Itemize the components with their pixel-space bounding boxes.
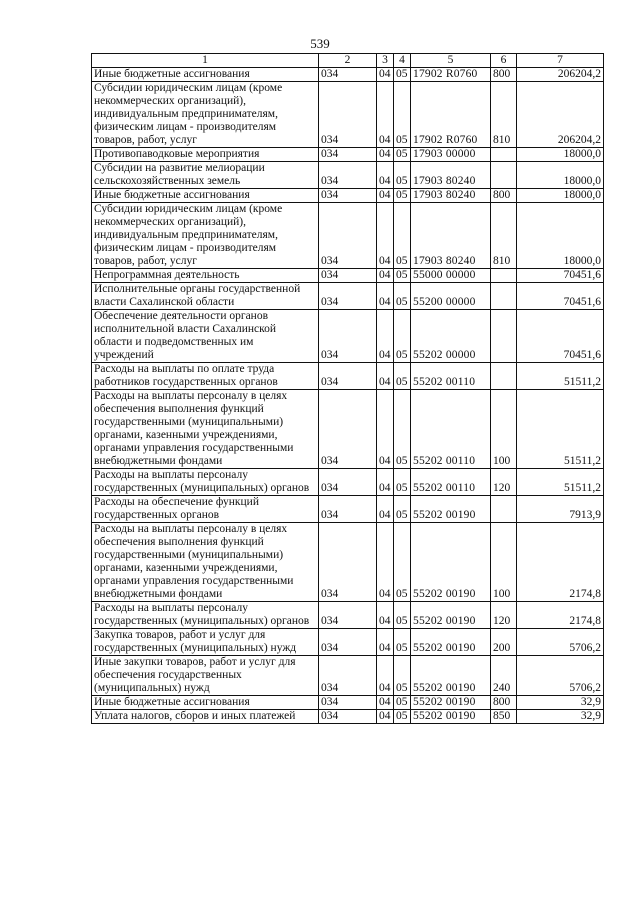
row-expense-type: 850: [491, 710, 517, 724]
table-row: [92, 203, 604, 269]
row-subsection-code: 05: [394, 656, 411, 696]
row-target-article: 17903 80240: [411, 189, 491, 203]
row-amount: 206204,2: [517, 68, 604, 82]
row-admin-code: 034: [319, 710, 377, 724]
row-amount: 18000,0: [517, 189, 604, 203]
row-expense-type: [491, 269, 517, 283]
row-subsection-code: 05: [394, 602, 411, 629]
header-row: [92, 54, 604, 68]
row-admin-code: 034: [319, 602, 377, 629]
row-target-article: 55202 00190: [411, 696, 491, 710]
row-expense-type: 240: [491, 656, 517, 696]
row-admin-code: 034: [319, 310, 377, 363]
table-row: [92, 696, 604, 710]
row-target-article: 55202 00190: [411, 523, 491, 602]
row-subsection-code: 05: [394, 629, 411, 656]
table-body: [92, 68, 604, 724]
row-name-cell: Обеспечение деятельности органов исполнительной власти Сахалинской области и подведомственных им учреждений: [92, 310, 319, 363]
row-target-article: 55202 00190: [411, 656, 491, 696]
table-row: [92, 68, 604, 82]
row-expense-type: [491, 148, 517, 162]
table-row: [92, 310, 604, 363]
table-row: [92, 363, 604, 390]
row-name-cell: Уплата налогов, сборов и иных платежей: [92, 710, 319, 724]
row-target-article: 17902 R0760: [411, 82, 491, 148]
table-row: [92, 162, 604, 189]
table-row: [92, 148, 604, 162]
row-section-code: 04: [377, 189, 394, 203]
row-name-cell: Субсидии на развитие мелиорации сельскохозяйственных земель: [92, 162, 319, 189]
table-row: [92, 496, 604, 523]
table-row: [92, 390, 604, 469]
row-expense-type: [491, 162, 517, 189]
page-number: 539: [310, 36, 330, 51]
header-col-7: 7: [517, 54, 604, 68]
table-row: [92, 269, 604, 283]
row-expense-type: 120: [491, 469, 517, 496]
table-row: [92, 656, 604, 696]
row-target-article: 55202 00110: [411, 469, 491, 496]
header-col-4: 4: [394, 54, 411, 68]
row-target-article: 17903 80240: [411, 162, 491, 189]
row-admin-code: 034: [319, 269, 377, 283]
row-admin-code: 034: [319, 82, 377, 148]
row-name-cell: Исполнительные органы государственной власти Сахалинской области: [92, 283, 319, 310]
row-subsection-code: 05: [394, 148, 411, 162]
row-target-article: 55202 00190: [411, 629, 491, 656]
row-subsection-code: 05: [394, 269, 411, 283]
header-col-6: 6: [491, 54, 517, 68]
row-amount: 51511,2: [517, 469, 604, 496]
row-admin-code: 034: [319, 390, 377, 469]
row-target-article: 55202 00190: [411, 710, 491, 724]
row-amount: 18000,0: [517, 162, 604, 189]
row-amount: 32,9: [517, 710, 604, 724]
row-section-code: 04: [377, 710, 394, 724]
row-admin-code: 034: [319, 68, 377, 82]
row-target-article: 55202 00190: [411, 496, 491, 523]
row-target-article: 17903 80240: [411, 203, 491, 269]
row-section-code: 04: [377, 496, 394, 523]
row-section-code: 04: [377, 283, 394, 310]
row-expense-type: [491, 363, 517, 390]
row-name-cell: Закупка товаров, работ и услуг для государственных (муниципальных) нужд: [92, 629, 319, 656]
table-row: [92, 523, 604, 602]
row-expense-type: 800: [491, 696, 517, 710]
row-name-cell: Противопаводковые мероприятия: [92, 148, 319, 162]
row-expense-type: 810: [491, 203, 517, 269]
row-subsection-code: 05: [394, 203, 411, 269]
row-subsection-code: 05: [394, 82, 411, 148]
row-amount: 5706,2: [517, 629, 604, 656]
row-subsection-code: 05: [394, 162, 411, 189]
row-name-cell: Расходы на выплаты персоналу государственных (муниципальных) органов: [92, 602, 319, 629]
row-admin-code: 034: [319, 629, 377, 656]
row-expense-type: 200: [491, 629, 517, 656]
row-target-article: 55202 00110: [411, 390, 491, 469]
row-name-cell: Расходы на выплаты персоналу государственных (муниципальных) органов: [92, 469, 319, 496]
row-subsection-code: 05: [394, 68, 411, 82]
row-name-cell: Иные бюджетные ассигнования: [92, 189, 319, 203]
row-subsection-code: 05: [394, 283, 411, 310]
row-section-code: 04: [377, 203, 394, 269]
row-section-code: 04: [377, 310, 394, 363]
row-section-code: 04: [377, 68, 394, 82]
row-subsection-code: 05: [394, 710, 411, 724]
budget-table: [91, 53, 604, 724]
row-admin-code: 034: [319, 496, 377, 523]
row-admin-code: 034: [319, 162, 377, 189]
row-name-cell: Субсидии юридическим лицам (кроме некоммерческих организаций), индивидуальным предпринимателям, физическим лицам - производителям товаров, работ, услуг: [92, 203, 319, 269]
table-row: [92, 629, 604, 656]
row-section-code: 04: [377, 469, 394, 496]
row-name-cell: Расходы на выплаты персоналу в целях обеспечения выполнения функций государственными (муниципальными) органами, казенными учреждениями, органами управления государственными внебюджетными фондами: [92, 523, 319, 602]
row-amount: 70451,6: [517, 283, 604, 310]
row-admin-code: 034: [319, 148, 377, 162]
row-amount: 206204,2: [517, 82, 604, 148]
row-expense-type: [491, 310, 517, 363]
row-admin-code: 034: [319, 656, 377, 696]
row-admin-code: 034: [319, 363, 377, 390]
row-admin-code: 034: [319, 203, 377, 269]
row-section-code: 04: [377, 82, 394, 148]
row-subsection-code: 05: [394, 189, 411, 203]
row-admin-code: 034: [319, 283, 377, 310]
row-amount: 2174,8: [517, 602, 604, 629]
row-section-code: 04: [377, 629, 394, 656]
row-name-cell: Иные бюджетные ассигнования: [92, 696, 319, 710]
row-section-code: 04: [377, 523, 394, 602]
row-target-article: 55200 00000: [411, 283, 491, 310]
header-col-5: 5: [411, 54, 491, 68]
row-amount: 32,9: [517, 696, 604, 710]
header-col-2: 2: [319, 54, 377, 68]
row-name-cell: Субсидии юридическим лицам (кроме некоммерческих организаций), индивидуальным предпринимателям, физическим лицам - производителям товаров, работ, услуг: [92, 82, 319, 148]
row-expense-type: 100: [491, 523, 517, 602]
row-expense-type: 100: [491, 390, 517, 469]
row-target-article: 55202 00190: [411, 602, 491, 629]
row-expense-type: 810: [491, 82, 517, 148]
row-section-code: 04: [377, 363, 394, 390]
row-expense-type: 800: [491, 189, 517, 203]
row-amount: 2174,8: [517, 523, 604, 602]
row-expense-type: 120: [491, 602, 517, 629]
row-section-code: 04: [377, 602, 394, 629]
row-admin-code: 034: [319, 469, 377, 496]
table-row: [92, 602, 604, 629]
row-subsection-code: 05: [394, 363, 411, 390]
row-expense-type: [491, 283, 517, 310]
table-row: [92, 82, 604, 148]
row-name-cell: Расходы на выплаты по оплате труда работников государственных органов: [92, 363, 319, 390]
row-amount: 7913,9: [517, 496, 604, 523]
row-amount: 18000,0: [517, 203, 604, 269]
header-col-3: 3: [377, 54, 394, 68]
row-name-cell: Иные бюджетные ассигнования: [92, 68, 319, 82]
row-subsection-code: 05: [394, 390, 411, 469]
row-section-code: 04: [377, 148, 394, 162]
row-target-article: 17902 R0760: [411, 68, 491, 82]
row-amount: 5706,2: [517, 656, 604, 696]
table-row: [92, 283, 604, 310]
row-name-cell: Расходы на выплаты персоналу в целях обеспечения выполнения функций государственными (муниципальными) органами, казенными учреждениями, органами управления государственными внебюджетными фондами: [92, 390, 319, 469]
row-target-article: 55202 00110: [411, 363, 491, 390]
table-row: [92, 189, 604, 203]
row-amount: 51511,2: [517, 390, 604, 469]
row-amount: 70451,6: [517, 269, 604, 283]
row-target-article: 17903 00000: [411, 148, 491, 162]
table-row: [92, 710, 604, 724]
row-name-cell: Иные закупки товаров, работ и услуг для обеспечения государственных (муниципальных) нужд: [92, 656, 319, 696]
row-subsection-code: 05: [394, 696, 411, 710]
row-name-cell: Расходы на обеспечение функций государственных органов: [92, 496, 319, 523]
row-subsection-code: 05: [394, 469, 411, 496]
row-expense-type: [491, 496, 517, 523]
row-subsection-code: 05: [394, 523, 411, 602]
row-expense-type: 800: [491, 68, 517, 82]
row-admin-code: 034: [319, 523, 377, 602]
row-amount: 70451,6: [517, 310, 604, 363]
row-amount: 18000,0: [517, 148, 604, 162]
row-section-code: 04: [377, 656, 394, 696]
row-amount: 51511,2: [517, 363, 604, 390]
header-col-1: 1: [92, 54, 319, 68]
row-section-code: 04: [377, 269, 394, 283]
row-admin-code: 034: [319, 696, 377, 710]
row-section-code: 04: [377, 390, 394, 469]
row-admin-code: 034: [319, 189, 377, 203]
table-row: [92, 469, 604, 496]
row-subsection-code: 05: [394, 310, 411, 363]
row-target-article: 55000 00000: [411, 269, 491, 283]
row-subsection-code: 05: [394, 496, 411, 523]
row-target-article: 55202 00000: [411, 310, 491, 363]
row-name-cell: Непрограммная деятельность: [92, 269, 319, 283]
row-section-code: 04: [377, 696, 394, 710]
row-section-code: 04: [377, 162, 394, 189]
